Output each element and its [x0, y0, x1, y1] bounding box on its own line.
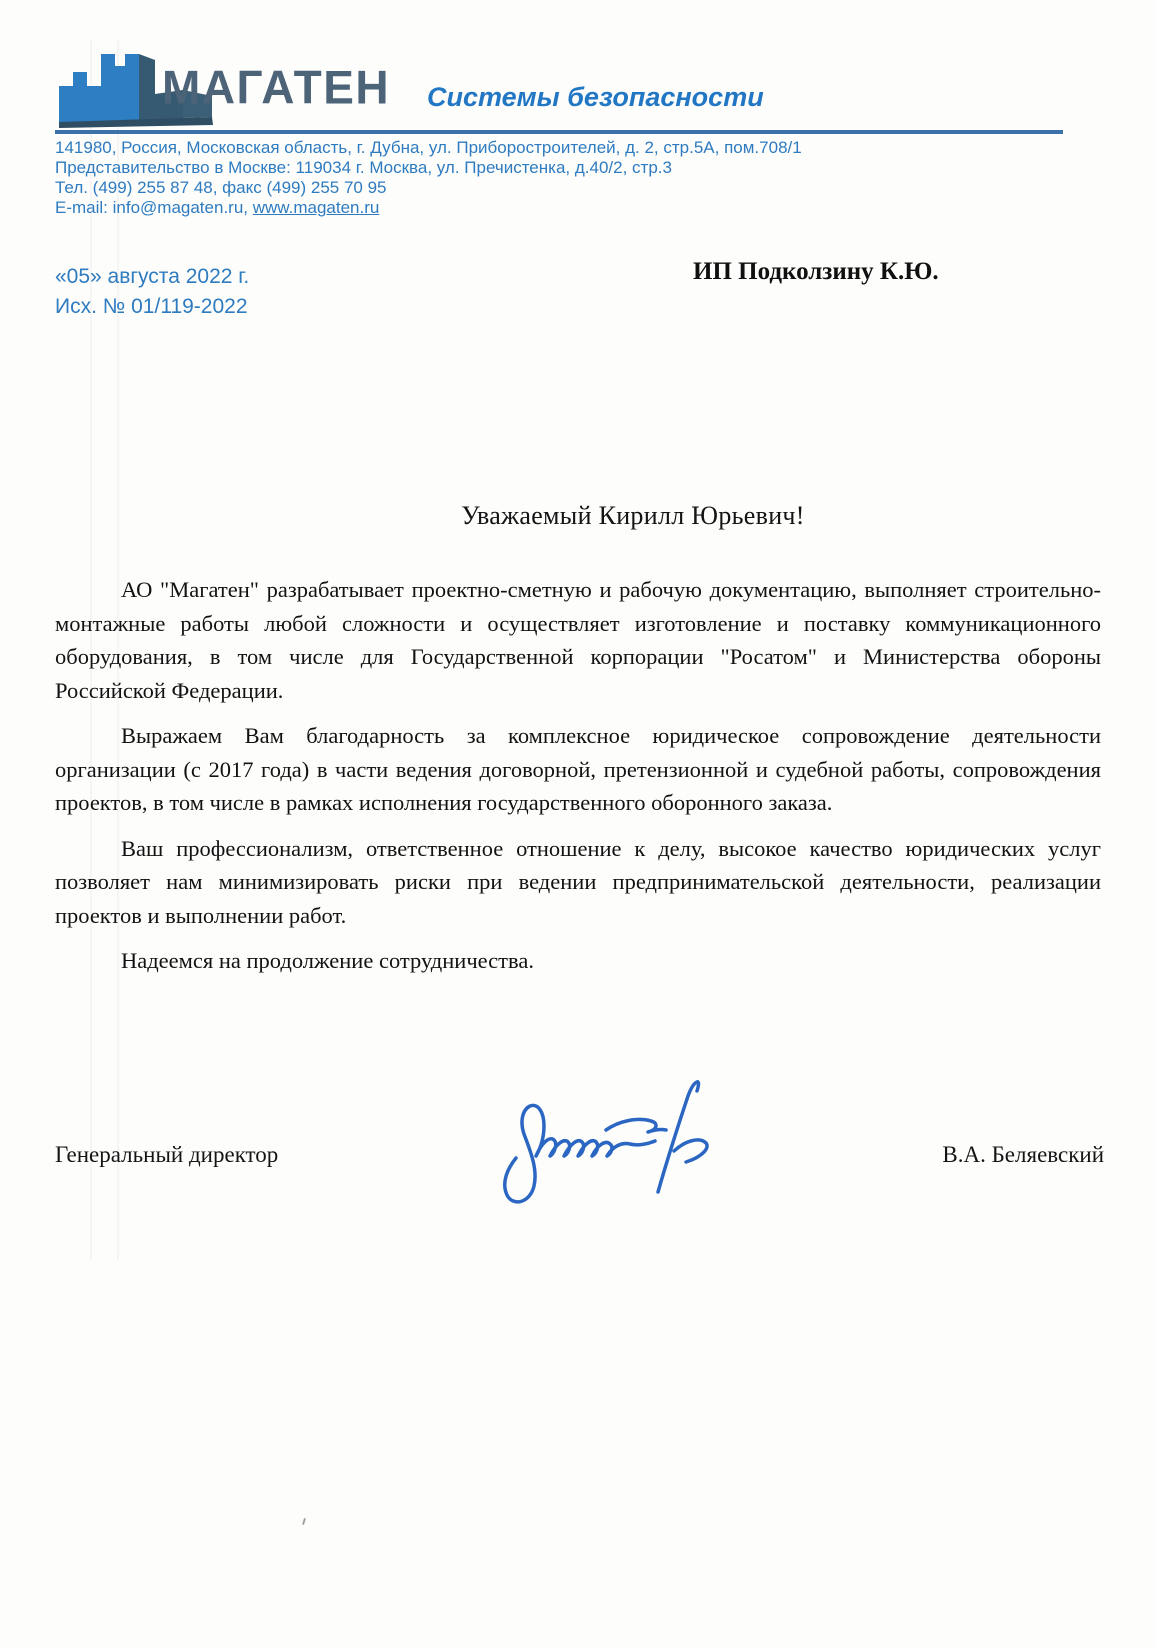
paragraph-gratitude: Выражаем Вам благодарность за комплексное юридическое сопровождение деятельности организации (с 2017 года) в части ведения договорной, претензионной и судебной работы, сопровождения проектов, в том числе в рамках исполнения государственного оборонного заказа. [55, 723, 1101, 815]
letter-date: «05» августа 2022 г. [55, 265, 250, 288]
company-name: МАГАТЕН [162, 60, 391, 114]
date-ref-block [55, 262, 249, 322]
address-line: 141980, Россия, Московская область, г. Дубна, ул. Приборостроителей, д. 2, стр.5А, пом.708/1 [55, 138, 802, 157]
scan-speck [302, 1518, 306, 1525]
email-text: E-mail: info@magaten.ru, [55, 198, 253, 217]
phone-fax-line: Тел. (499) 255 87 48, факс (499) 255 70 95 [55, 178, 387, 197]
contact-block [55, 138, 955, 218]
company-tagline: Системы безопасности [427, 82, 764, 112]
letter-body [55, 573, 1101, 990]
moscow-office-line: Представительство в Москве: 119034 г. Москва, ул. Пречистенка, д.40/2, стр.3 [55, 158, 672, 177]
signer-position: Генеральный директор [55, 1142, 279, 1167]
paragraph-company-intro: АО "Магатен" разрабатывает проектно-сметную и рабочую документацию, выполняет строительно-монтажные работы любой сложности и осуществляет изготовление и поставку коммуникационного оборудования, в том числе для Государственной корпорации "Росатом" и Министерства обороны Российской Федерации. [55, 577, 1101, 703]
email-line [55, 198, 955, 218]
signer-name: В.А. Беляевский [942, 1142, 1104, 1167]
handwritten-signature [478, 1030, 748, 1240]
website-link: www.magaten.ru [252, 198, 380, 217]
header-divider [55, 130, 1063, 134]
recipient-name: ИП Подколзину К.Ю. [693, 258, 939, 285]
paragraph-professionalism: Ваш профессионализм, ответственное отношение к делу, высокое качество юридических услуг позволяет нам минимизировать риски при ведении предпринимательской деятельности, реализации проектов и выполнении работ. [55, 835, 1101, 928]
outgoing-number: Исх. № 01/119-2022 [55, 295, 248, 318]
paragraph-closing: Надеемся на продолжение сотрудничества. [121, 948, 534, 973]
salutation: Уважаемый Кирилл Юрьевич! [461, 501, 805, 530]
